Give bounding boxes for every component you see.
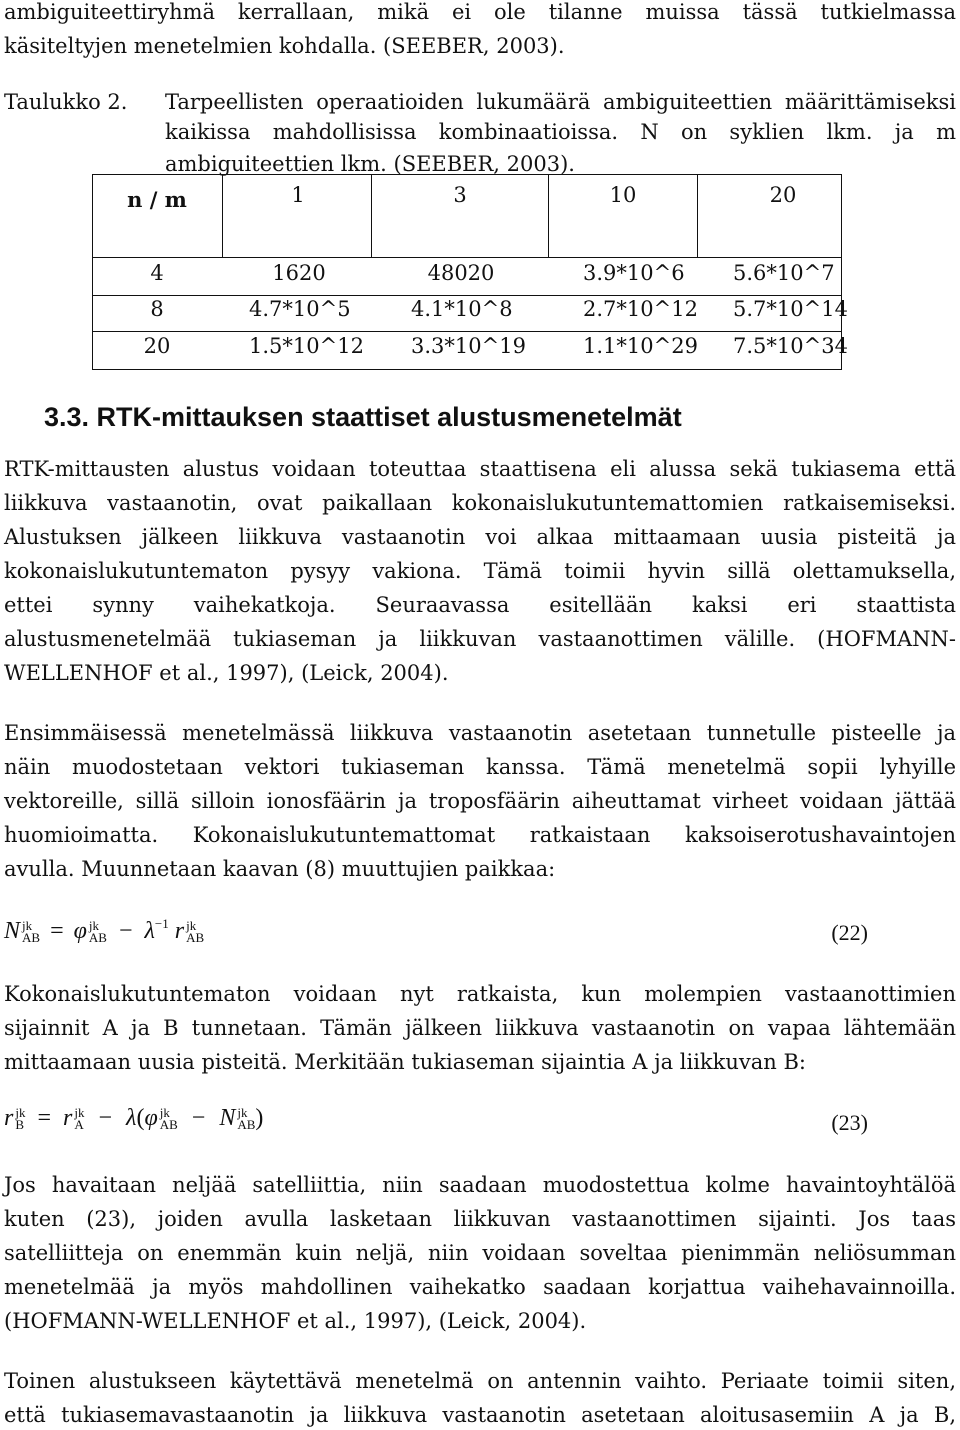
- eq23-superscript: jk: [15, 1105, 26, 1121]
- table-column-header: 1: [291, 183, 305, 207]
- table-caption-line-1: Tarpeellisten operaatioiden lukumäärä ambiguiteettien määrittämiseksi: [165, 90, 956, 114]
- table-caption-line-2: kaikissa mahdollisissa kombinaatioissa. N on syklien lkm. ja m: [165, 120, 956, 144]
- table-cell: 1620: [272, 261, 326, 285]
- table-cell: 4.7*10^5: [249, 297, 351, 321]
- table-row-label: 4: [150, 261, 164, 285]
- table-row-label: 20: [143, 334, 171, 358]
- table-divider: [371, 175, 372, 257]
- paragraph-3-line: sijainnit A ja B tunnetaan. Tämän jälkeen liikkuva vastaanotin on vapaa lähtemään: [4, 1016, 956, 1040]
- eq22-subscript: AB: [22, 930, 41, 946]
- table-cell: 48020: [427, 261, 495, 285]
- equation-22-number: (22): [831, 920, 868, 945]
- paragraph-4-line: kuten (23), joiden avulla lasketaan liikkuvan vastaanottimen sijainti. Jos taas: [4, 1207, 956, 1231]
- paragraph-2-line: Ensimmäisessä menetelmässä liikkuva vastaanotin asetetaan tunnetulle pisteelle ja: [4, 721, 956, 745]
- eq22-superscript: jk: [186, 918, 197, 934]
- equation-22: [4, 916, 204, 945]
- table-caption-line-3: ambiguiteettien lkm. (SEEBER, 2003).: [165, 152, 575, 176]
- eq22-operator: =: [50, 918, 64, 944]
- table-cell: 7.5*10^34: [733, 334, 848, 358]
- paragraph-1-line: kokonaislukutuntematon pysyy vakiona. Tämä toimii hyvin sillä olettamuksella,: [4, 559, 956, 583]
- paragraph-1-line: alustusmenetelmää tukiaseman ja liikkuvan vastaanottimen välille. (HOFMANN-: [4, 627, 956, 651]
- paragraph-1-line: Alustuksen jälkeen liikkuva vastaanotin voi alkaa mittaamaan uusia pisteitä ja: [4, 525, 956, 549]
- eq23-superscript: jk: [237, 1105, 248, 1121]
- equation-23: [4, 1105, 263, 1132]
- paragraph-5-line: Toinen alustukseen käytettävä menetelmä on antennin vaihto. Periaate toimii siten,: [4, 1369, 956, 1393]
- paragraph-3-line: mittaamaan uusia pisteitä. Merkitään tukiaseman sijaintia A ja liikkuvan B:: [4, 1050, 806, 1074]
- table-cell: 1.5*10^12: [249, 334, 364, 358]
- table-divider: [548, 175, 549, 257]
- table-column-header: 3: [453, 183, 467, 207]
- table-column-header: 10: [609, 183, 637, 207]
- eq22-operator: −: [118, 918, 133, 944]
- paragraph-2-line: huomioimatta. Kokonaislukutuntemattomat ratkaistaan kaksoiserotushavaintojen: [4, 823, 956, 847]
- table-divider: [697, 175, 698, 257]
- eq22-superscript: −1: [154, 916, 169, 931]
- paragraph-2-line: avulla. Muunnetaan kaavan (8) muuttujien paikkaa:: [4, 857, 556, 881]
- eq23-subscript: AB: [237, 1117, 256, 1133]
- eq22-symbol: φ: [73, 918, 87, 944]
- table-cell: 3.3*10^19: [411, 334, 526, 358]
- eq23-operator: =: [37, 1105, 52, 1131]
- table-corner-label: n / m: [127, 187, 187, 212]
- eq23-subscript: B: [15, 1117, 25, 1133]
- equation-23-number: (23): [831, 1110, 868, 1135]
- eq23-symbol: r: [4, 1105, 14, 1131]
- paragraph-3-line: Kokonaislukutuntematon voidaan nyt ratkaista, kun molempien vastaanottimien: [4, 982, 956, 1006]
- eq23-subscript: A: [74, 1117, 84, 1133]
- eq23-operator: −: [98, 1105, 113, 1131]
- paragraph-4-line: satelliitteja on enemmän kuin neljä, niin voidaan soveltaa pienimmän neliösumman: [4, 1241, 956, 1265]
- table-divider: [222, 175, 223, 257]
- eq22-symbol: N: [4, 918, 21, 944]
- section-heading: 3.3. RTK-mittauksen staattiset alustusmenetelmät: [44, 402, 682, 432]
- eq23-operator: −: [191, 1105, 206, 1131]
- intro-line-1: ambiguiteettiryhmä kerrallaan, mikä ei ole tilanne muissa tässä tutkielmassa: [4, 0, 956, 24]
- paragraph-1-line: ettei synny vaihekatkoja. Seuraavassa esitellään kaksi eri staattista: [4, 593, 956, 617]
- table-row-rule: [93, 295, 841, 296]
- eq23-superscript: jk: [159, 1105, 170, 1121]
- table-header-rule: [93, 257, 841, 258]
- eq22-subscript: AB: [186, 930, 205, 946]
- paragraph-2-line: vektoreille, sillä silloin ionosfäärin ja troposfäärin aiheuttamat virheet voidaan jättää: [4, 789, 956, 813]
- table-row-rule: [93, 331, 841, 332]
- table-cell: 1.1*10^29: [583, 334, 698, 358]
- eq23-symbol: r: [63, 1105, 73, 1131]
- table-row-label: 8: [150, 297, 164, 321]
- paragraph-2-line: näin muodostetaan vektori tukiaseman kanssa. Tämä menetelmä sopii lyhyille: [4, 755, 956, 779]
- eq23-symbol: N: [219, 1105, 236, 1131]
- eq23-superscript: jk: [74, 1105, 85, 1121]
- eq22-superscript: jk: [88, 918, 100, 934]
- table-cell: 2.7*10^12: [583, 297, 698, 321]
- paragraph-1-line: WELLENHOF et al., 1997), (Leick, 2004).: [4, 661, 449, 685]
- eq23-symbol: λ: [126, 1105, 137, 1131]
- eq22-subscript: AB: [88, 930, 107, 946]
- eq23-paren: (: [136, 1105, 145, 1131]
- eq22-superscript: jk: [22, 918, 33, 934]
- paragraph-1-line: liikkuva vastaanotin, ovat paikallaan kokonaislukutuntemattomien ratkaisemiseksi.: [4, 491, 956, 515]
- table-caption-label: Taulukko 2.: [4, 90, 128, 114]
- table-cell: 5.7*10^14: [733, 297, 848, 321]
- intro-line-2: käsiteltyjen menetelmien kohdalla. (SEEBER, 2003).: [4, 34, 565, 58]
- table-column-header: 20: [769, 183, 797, 207]
- operations-table: [92, 174, 848, 370]
- table-cell: 4.1*10^8: [411, 297, 513, 321]
- paragraph-5-line: että tukiasemavastaanotin ja liikkuva vastaanotin asetetaan aloitusasemiin A ja B,: [4, 1403, 956, 1427]
- eq22-symbol: λ: [144, 918, 155, 944]
- paragraph-1-line: RTK-mittausten alustus voidaan toteuttaa staattisena eli alussa sekä tukiasema että: [4, 457, 956, 481]
- paragraph-4-line: Jos havaitaan neljää satelliittia, niin saadaan muodostettua kolme havaintoyhtälöä: [4, 1173, 956, 1197]
- paragraph-4-line: menetelmää ja myös mahdollinen vaihekatko saadaan korjattua vaihehavainnoilla.: [4, 1275, 956, 1299]
- table-cell: 3.9*10^6: [583, 261, 685, 285]
- eq23-paren: ): [255, 1105, 264, 1131]
- paragraph-4-line: (HOFMANN-WELLENHOF et al., 1997), (Leick, 2004).: [4, 1309, 587, 1333]
- eq23-symbol: φ: [144, 1105, 158, 1131]
- table-cell: 5.6*10^7: [733, 261, 835, 285]
- eq23-subscript: AB: [159, 1117, 178, 1133]
- eq22-symbol: r: [174, 918, 185, 944]
